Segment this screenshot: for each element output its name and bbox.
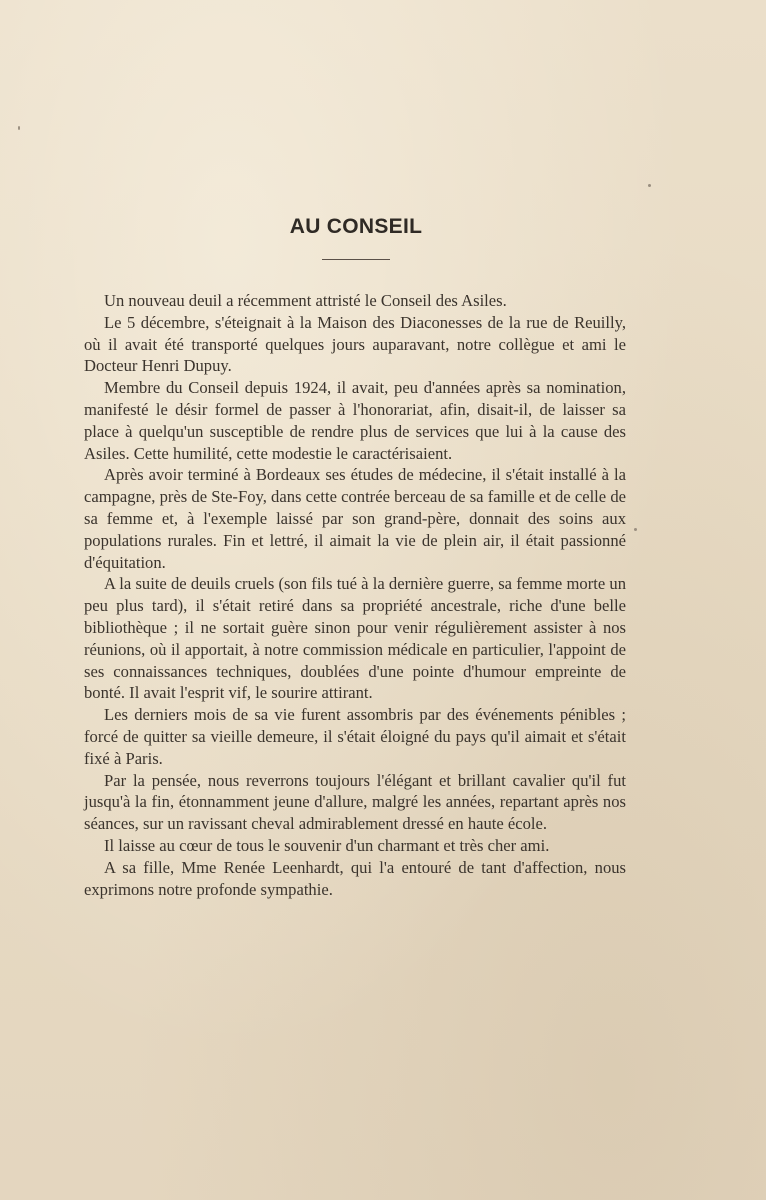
paper-speck <box>18 126 20 130</box>
paper-speck <box>648 184 651 187</box>
page-title: AU CONSEIL <box>289 215 423 238</box>
title-divider <box>322 259 390 260</box>
paragraph: A sa fille, Mme Renée Leenhardt, qui l'a entouré de tant d'affection, nous exprimons notre profonde sympathie. <box>84 857 626 899</box>
paragraph: Par la pensée, nous reverrons toujours l'élégant et brillant cavalier qu'il fut jusqu'à la fin, étonnamment jeune d'allure, malgré les années, repartant après nos séances, sur un ravissant cheval admirablement dressé en haute école. <box>84 770 626 834</box>
paragraph: Le 5 décembre, s'éteignait à la Maison des Diaconesses de la rue de Reuilly, où il avait été transporté quelques jours auparavant, notre collègue et ami le Docteur Henri Dupuy. <box>84 312 626 376</box>
paragraph: Membre du Conseil depuis 1924, il avait, peu d'années après sa nomination, manifesté le désir formel de passer à l'honorariat, afin, disait-il, de laisser sa place à quelqu'un susceptible de rendre plus de services que lui à la cause des Asiles. Cette humilité, cette modestie le caractérisaient. <box>84 378 626 463</box>
paragraph: Les derniers mois de sa vie furent assombris par des événements pénibles ; forcé de quitter sa vieille demeure, il s'était éloigné du pays qu'il aimait et s'était fixé à Paris. <box>84 705 626 768</box>
paragraph: Un nouveau deuil a récemment attristé le Conseil des Asiles. <box>104 291 507 310</box>
paragraph: A la suite de deuils cruels (son fils tué à la dernière guerre, sa femme morte un peu plus tard), il s'était retiré dans sa propriété ancestrale, riche d'une belle bibliothèque ; il ne sortait guère sinon pour venir régulièrement assister à nos réunions, où il apportait, à notre commission médicale en particulier, l'appoint de ses connaissances techniques, doublées d'une pointe d'humour empreinte de bonté. Il avait l'esprit vif, le sourire attirant. <box>84 574 626 703</box>
paragraph: Il laisse au cœur de tous le souvenir d'un charmant et très cher ami. <box>104 835 550 855</box>
article-body <box>84 290 626 900</box>
paragraph: Après avoir terminé à Bordeaux ses études de médecine, il s'était installé à la campagne, près de Ste-Foy, dans cette contrée berceau de sa famille et de celle de sa femme et, à l'exemple laissé par son grand-père, donnait des soins aux populations rurales. Fin et lettré, il aimait la vie de plein air, il était passionné d'équitation. <box>84 465 626 572</box>
paper-speck <box>634 528 637 531</box>
